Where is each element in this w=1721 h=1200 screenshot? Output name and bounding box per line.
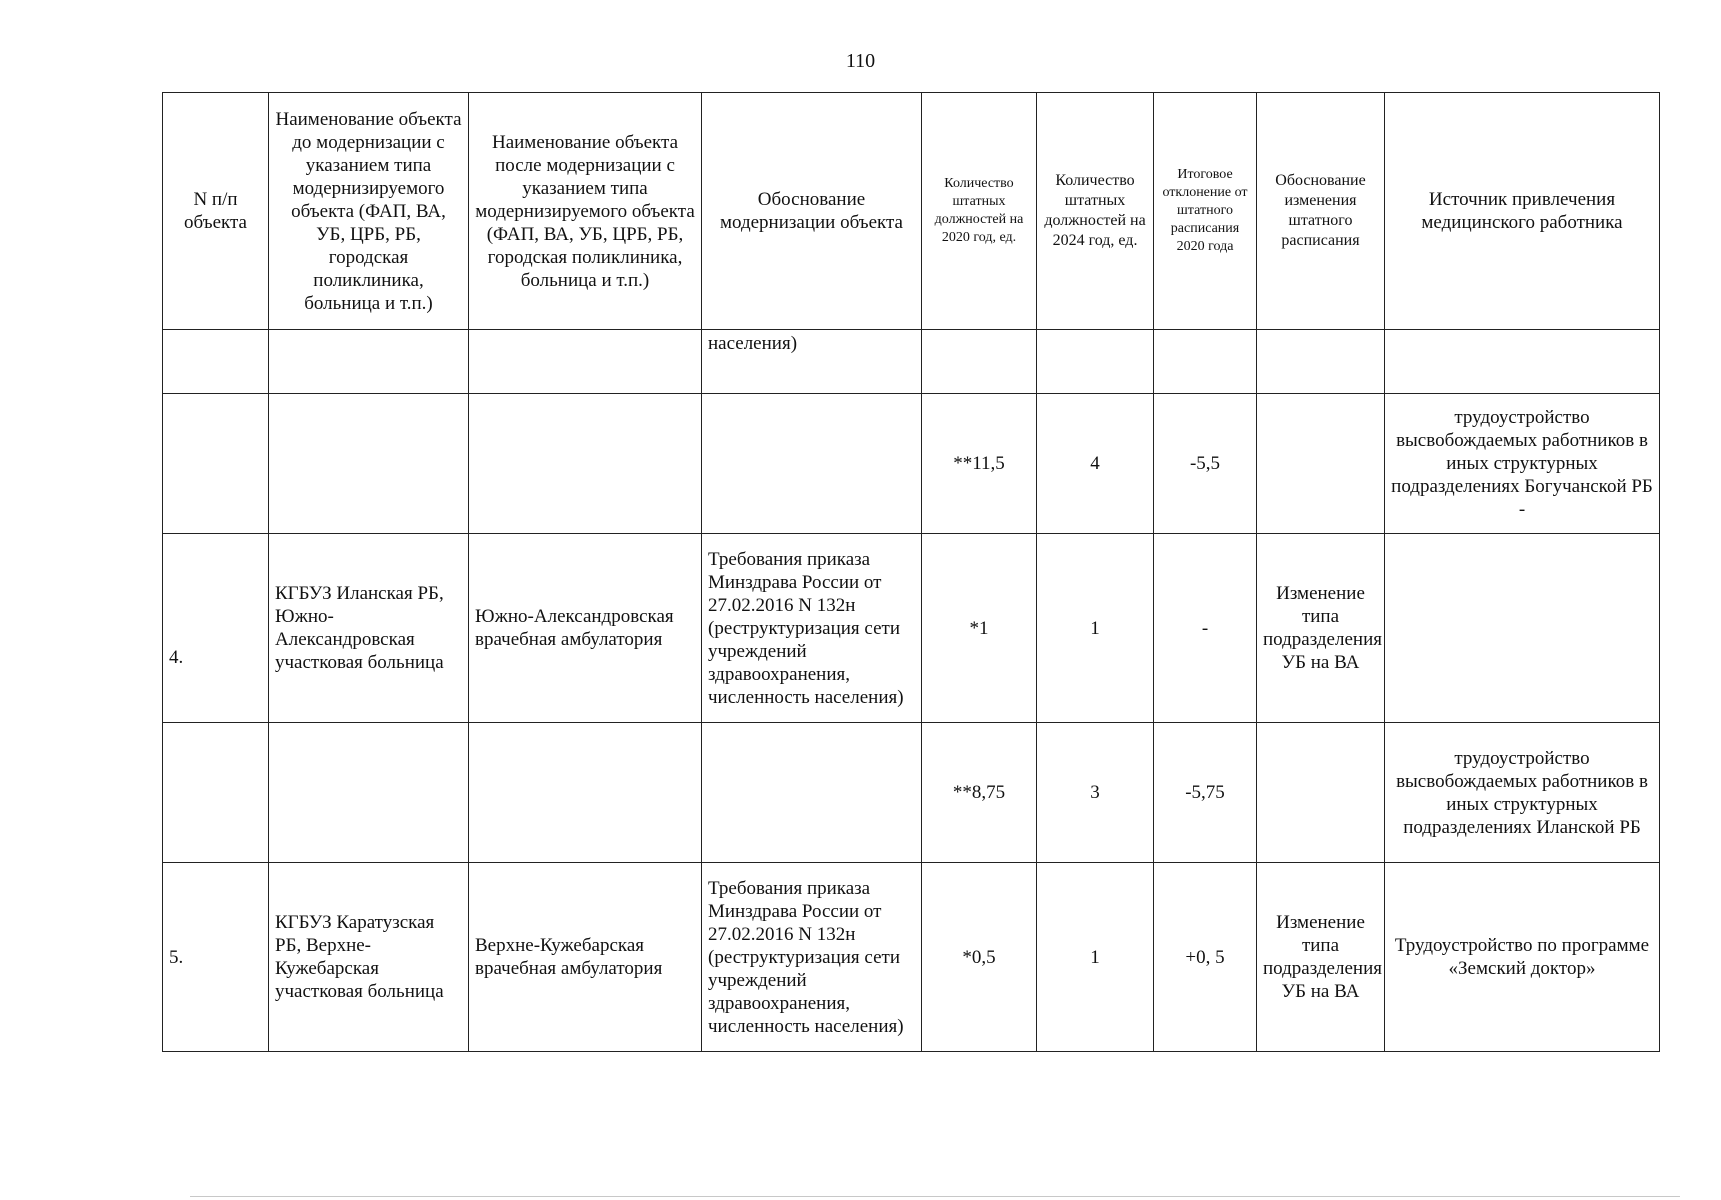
- cell-staff-2020: *1: [922, 534, 1037, 723]
- cell-staff-2020: **11,5: [922, 394, 1037, 534]
- header-staff-2024: Количество штатных должностей на 2024 год, ед.: [1037, 93, 1154, 330]
- cell-num: [163, 330, 269, 394]
- cell-deviation: -: [1154, 534, 1257, 723]
- cell-num: 4.: [163, 534, 269, 723]
- cell-staff-2024: 3: [1037, 723, 1154, 863]
- modernization-table: [162, 92, 1660, 1052]
- cell-staff-2020: *0,5: [922, 863, 1037, 1052]
- header-justification: Обоснование модернизации объекта: [702, 93, 922, 330]
- cell-justification: Требования приказа Минздрава России от 27.02.2016 N 132н (реструктуризация сети учреждений здравоохранения, численность населения): [702, 534, 922, 723]
- cell-source: трудоустройство высвобождаемых работников в иных структурных подразделениях Богучанской РБ -: [1385, 394, 1660, 534]
- cell-name-after: [469, 723, 702, 863]
- cell-staff-2020: **8,75: [922, 723, 1037, 863]
- cell-staff-change: Изменение типа подразделения УБ на ВА: [1257, 534, 1385, 723]
- cell-deviation: +0, 5: [1154, 863, 1257, 1052]
- cell-staff-2024: 4: [1037, 394, 1154, 534]
- cell-justification: населения): [702, 330, 922, 394]
- cell-name-after: [469, 330, 702, 394]
- table-row: [163, 330, 1660, 394]
- cell-justification: [702, 394, 922, 534]
- cell-source: трудоустройство высвобождаемых работников в иных структурных подразделениях Иланской РБ: [1385, 723, 1660, 863]
- cell-source: [1385, 330, 1660, 394]
- cell-staff-2024: 1: [1037, 534, 1154, 723]
- table-row: [163, 534, 1660, 723]
- cell-num: [163, 723, 269, 863]
- header-name-after: Наименование объекта после модернизации с указанием типа модернизируемого объекта (ФАП, ВА, УБ, ЦРБ, РБ, городская поликлиника, больница и т.п.): [469, 93, 702, 330]
- cell-source: Трудоустройство по программе «Земский доктор»: [1385, 863, 1660, 1052]
- cell-staff-2024: 1: [1037, 863, 1154, 1052]
- cell-name-after: [469, 394, 702, 534]
- cell-staff-change: Изменение типа подразделения УБ на ВА: [1257, 863, 1385, 1052]
- header-staff-2020: Количество штатных должностей на 2020 год, ед.: [922, 93, 1037, 330]
- cell-justification: [702, 723, 922, 863]
- table-row: [163, 863, 1660, 1052]
- table-row: [163, 394, 1660, 534]
- table-header-row: [163, 93, 1660, 330]
- cell-name-before: [269, 723, 469, 863]
- cell-staff-change: [1257, 394, 1385, 534]
- bottom-divider: [190, 1196, 1680, 1197]
- cell-deviation: -5,75: [1154, 723, 1257, 863]
- header-staff-change: Обоснование изменения штатного расписания: [1257, 93, 1385, 330]
- cell-name-before: [269, 394, 469, 534]
- cell-staff-2024: [1037, 330, 1154, 394]
- cell-num: 5.: [163, 863, 269, 1052]
- cell-name-before: КГБУЗ Каратузская РБ, Верхне-Кужебарская участковая больница: [269, 863, 469, 1052]
- cell-deviation: [1154, 330, 1257, 394]
- cell-staff-2020: [922, 330, 1037, 394]
- cell-justification: Требования приказа Минздрава России от 27.02.2016 N 132н (реструктуризация сети учреждений здравоохранения, численность населения): [702, 863, 922, 1052]
- cell-staff-change: [1257, 723, 1385, 863]
- cell-name-before: [269, 330, 469, 394]
- header-name-before: Наименование объекта до модернизации с указанием типа модернизируемого объекта (ФАП, ВА, УБ, ЦРБ, РБ, городская поликлиника, больница и т.п.): [269, 93, 469, 330]
- table-row: [163, 723, 1660, 863]
- cell-name-after: Верхне-Кужебарская врачебная амбулатория: [469, 863, 702, 1052]
- header-source: Источник привлечения медицинского работника: [1385, 93, 1660, 330]
- cell-staff-change: [1257, 330, 1385, 394]
- header-deviation: Итоговое отклонение от штатного расписания 2020 года: [1154, 93, 1257, 330]
- cell-name-after: Южно-Александровская врачебная амбулатория: [469, 534, 702, 723]
- cell-deviation: -5,5: [1154, 394, 1257, 534]
- page-number: 110: [845, 50, 876, 72]
- cell-source: [1385, 534, 1660, 723]
- cell-num: [163, 394, 269, 534]
- cell-name-before: КГБУЗ Иланская РБ, Южно-Александровская участковая больница: [269, 534, 469, 723]
- header-num: N п/п объекта: [163, 93, 269, 330]
